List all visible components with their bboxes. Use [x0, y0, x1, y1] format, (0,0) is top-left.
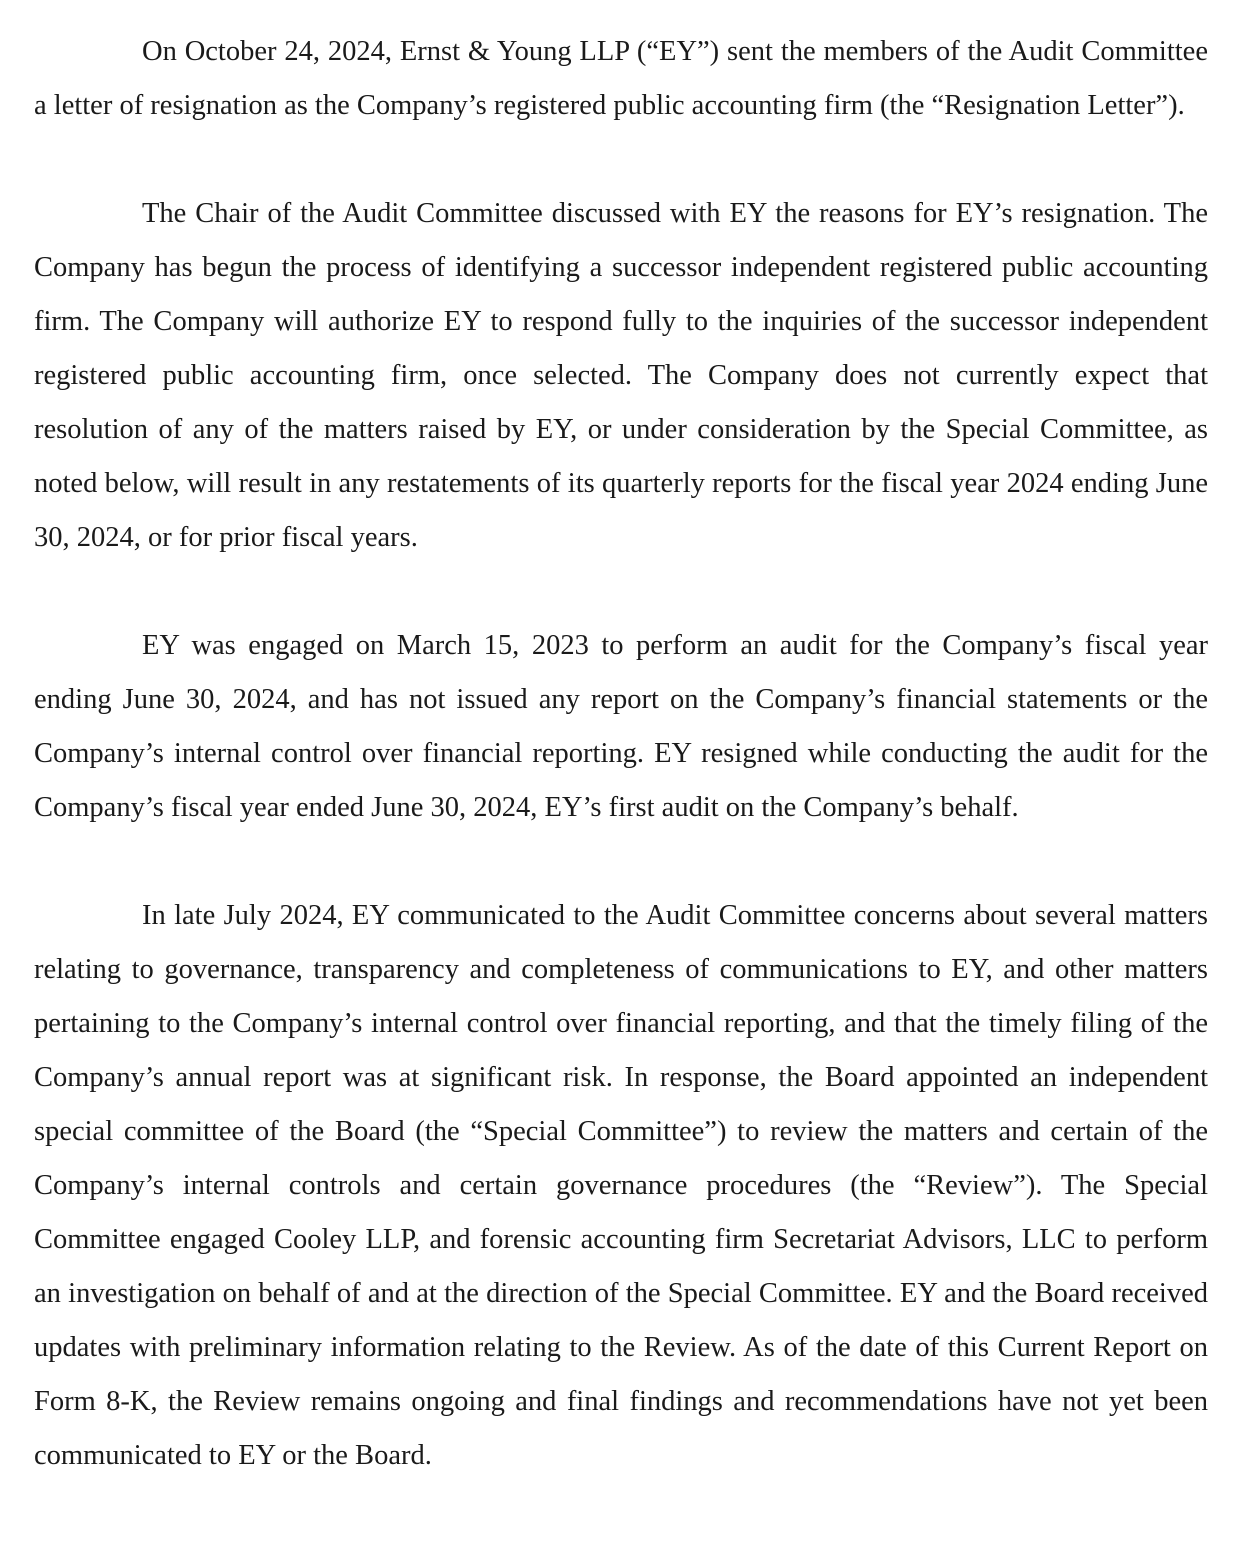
- document-body: [34, 25, 1208, 1483]
- paragraph-resignation-letter: On October 24, 2024, Ernst & Young LLP (“EY”) sent the members of the Audit Committee a letter of resignation as the Company’s registered public accounting firm (the “Resignation Letter”).: [34, 36, 1208, 121]
- paragraph-special-committee-review: In late July 2024, EY communicated to the Audit Committee concerns about several matters relating to governance, transparency and completeness of communications to EY, and other matters pertaining to the Company’s internal control over financial reporting, and that the timely filing of the Company’s annual report was at significant risk. In response, the Board appointed an independent special committee of the Board (the “Special Committee”) to review the matters and certain of the Company’s internal controls and certain governance procedures (the “Review”). The Special Committee engaged Cooley LLP, and forensic accounting firm Secretariat Advisors, LLC to perform an investigation on behalf of and at the direction of the Special Committee. EY and the Board received updates with preliminary information relating to the Review. As of the date of this Current Report on Form 8-K, the Review remains ongoing and final findings and recommendations have not yet been communicated to EY or the Board.: [34, 900, 1208, 1471]
- paragraph-successor-firm: The Chair of the Audit Committee discussed with EY the reasons for EY’s resignation. The Company has begun the process of identifying a successor independent registered public accounting firm. The Company will authorize EY to respond fully to the inquiries of the successor independent registered public accounting firm, once selected. The Company does not currently expect that resolution of any of the matters raised by EY, or under consideration by the Special Committee, as noted below, will result in any restatements of its quarterly reports for the fiscal year 2024 ending June 30, 2024, or for prior fiscal years.: [34, 198, 1208, 553]
- paragraph-engagement: EY was engaged on March 15, 2023 to perform an audit for the Company’s fiscal year ending June 30, 2024, and has not issued any report on the Company’s financial statements or the Company’s internal control over financial reporting. EY resigned while conducting the audit for the Company’s fiscal year ended June 30, 2024, EY’s first audit on the Company’s behalf.: [34, 630, 1208, 823]
